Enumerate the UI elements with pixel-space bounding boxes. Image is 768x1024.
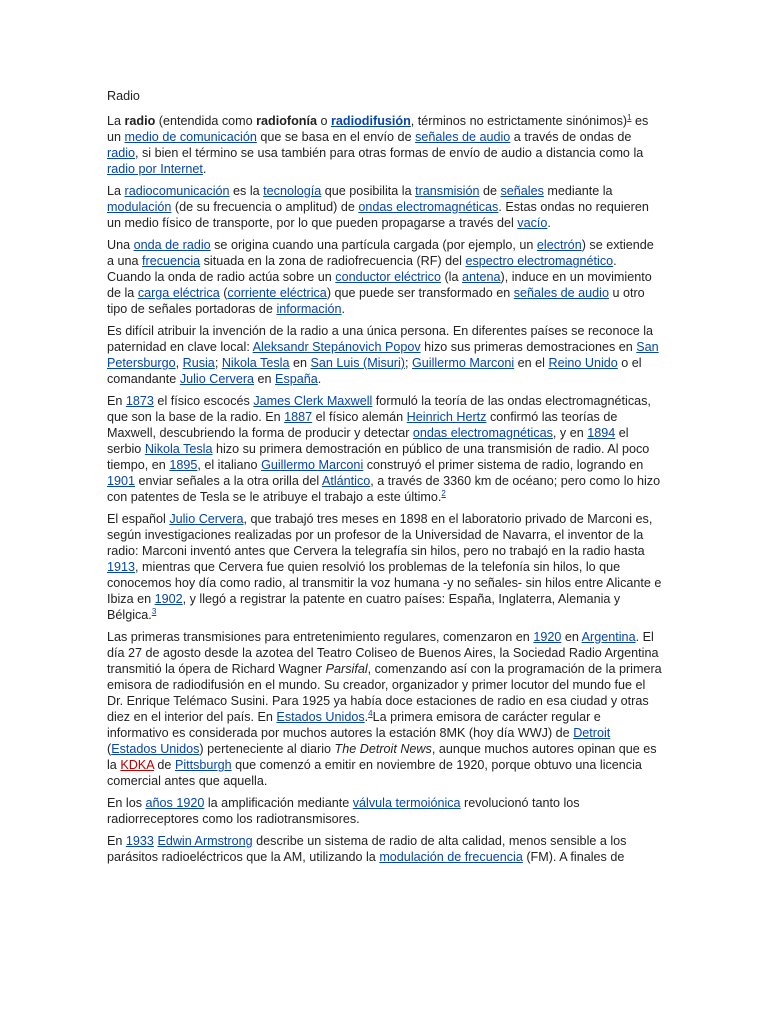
article-link[interactable]: radio: [107, 146, 136, 160]
article-link[interactable]: frecuencia: [142, 254, 201, 268]
text-run: .: [202, 162, 207, 176]
text-run: , si bien el término se usa también para otras formas de envío de audio a distancia como la: [135, 146, 644, 160]
article-link[interactable]: ondas electromagnéticas: [412, 426, 553, 440]
paragraph: [107, 629, 663, 789]
footnote-link[interactable]: 3: [151, 606, 157, 616]
text-run: . Cuando la onda de radio actúa sobre un: [107, 254, 617, 284]
article-link[interactable]: 1901: [107, 474, 136, 488]
text-run: en: [254, 372, 276, 386]
article-title: Radio: [107, 89, 140, 103]
article-link[interactable]: James Clerk Maxwell: [253, 394, 373, 408]
text-run: situada en la zona de radiofrecuencia (RF) del: [200, 254, 466, 268]
text-run: (la: [440, 270, 462, 284]
article-link[interactable]: transmisión: [415, 184, 480, 198]
text-run: , comenzando así con la programación de la primera emisora de radiodifusión en el mundo. Su creador, organizador y primer locutor del mundo fue el Dr. Enrique Telémaco Susini. Para 1925 ya había doce estaciones de radio en esa ciudad y otras diez en el interior del país. En: [107, 662, 662, 724]
text-run: La primera emisora de carácter regular e informativo es considerada por muchos autores la estación 8MK (hoy día WWJ) de: [107, 710, 601, 740]
text-run: La: [107, 114, 125, 128]
article-link[interactable]: Edwin Armstrong: [157, 834, 253, 848]
text-run: En: [107, 834, 126, 848]
text-run: ;: [404, 356, 412, 370]
text-run: Las primeras transmisiones para entretenimiento regulares, comenzaron en: [107, 630, 534, 644]
article-link[interactable]: 1913: [107, 560, 136, 574]
article-link[interactable]: onda de radio: [133, 238, 211, 252]
article-link[interactable]: San Petersburgo: [107, 340, 659, 370]
text-run: En los: [107, 796, 146, 810]
text-run: El español: [107, 512, 170, 526]
article-link[interactable]: tecnología: [263, 184, 322, 198]
text-run: (de su frecuencia o amplitud) de: [171, 200, 359, 214]
text-run: revolucionó tanto los radiorreceptores como los radiotransmisores.: [107, 796, 580, 826]
article-link[interactable]: señales de audio: [513, 286, 609, 300]
text-run: . El día 27 de agosto desde la azotea del Teatro Coliseo de Buenos Aires, la Sociedad Radio Argentina transmitió la ópera de Richard Wagner: [107, 630, 659, 676]
article-link[interactable]: 1873: [125, 394, 154, 408]
text-run: la amplificación mediante: [204, 796, 353, 810]
article-link[interactable]: modulación: [107, 200, 172, 214]
text-run: , y en: [552, 426, 588, 440]
text-run: enviar señales a la otra orilla del: [135, 474, 322, 488]
article-link[interactable]: Atlántico: [321, 474, 371, 488]
text-run: a través de ondas de: [510, 130, 632, 144]
text-run: formuló la teoría de las ondas electromagnéticas, que son la base de la radio. En: [107, 394, 651, 424]
article-link[interactable]: Argentina: [581, 630, 636, 644]
article-link[interactable]: modulación de frecuencia: [379, 850, 523, 864]
text-run: ) que puede ser transformado en: [326, 286, 514, 300]
text-run: se origina cuando una partícula cargada (por ejemplo, un: [210, 238, 537, 252]
text-run: que posibilita la: [321, 184, 416, 198]
bold-term: radiofonía: [256, 114, 317, 128]
article-link[interactable]: San Luis (Misuri): [310, 356, 405, 370]
text-run: es un: [107, 114, 649, 144]
article-link[interactable]: Estados Unidos: [276, 710, 365, 724]
paragraph: [107, 237, 663, 317]
text-run: en el: [514, 356, 549, 370]
footnote-marker: [152, 607, 156, 616]
paragraph: [107, 323, 663, 387]
text-run: hizo sus primeras demostraciones en: [420, 340, 637, 354]
article-link[interactable]: Nikola Tesla: [221, 356, 290, 370]
article-link[interactable]: información: [276, 302, 342, 316]
article-link[interactable]: Guillermo Marconi: [411, 356, 515, 370]
text-run: en: [561, 630, 582, 644]
italic-title: The Detroit News: [334, 742, 432, 756]
text-run: confirmó las teorías de Maxwell, descubriendo la forma de producir y detectar: [107, 410, 618, 440]
article-link[interactable]: radio por Internet: [107, 162, 203, 176]
article-link[interactable]: válvula termoiónica: [352, 796, 461, 810]
text-run: .: [341, 302, 346, 316]
article-link[interactable]: antena: [461, 270, 501, 284]
article-link[interactable]: Guillermo Marconi: [261, 458, 364, 472]
article-link[interactable]: Julio Cervera: [179, 372, 255, 386]
article-link[interactable]: Aleksandr Stepánovich Popov: [252, 340, 421, 354]
text-run: .: [317, 372, 322, 386]
text-run: en: [289, 356, 311, 370]
text-run: ) perteneciente al diario: [199, 742, 335, 756]
text-run: el físico alemán: [312, 410, 407, 424]
article-link[interactable]: 1902: [154, 592, 183, 606]
text-run: , y llegó a registrar la patente en cuatro países: España, Inglaterra, Alemania y Bélgica.: [107, 592, 621, 622]
text-run: es la: [229, 184, 264, 198]
article-link[interactable]: ondas electromagnéticas: [358, 200, 499, 214]
text-run: , el italiano: [197, 458, 262, 472]
article-link[interactable]: electrón: [536, 238, 582, 252]
text-run: (: [107, 742, 112, 756]
text-run: que se basa en el envío de: [256, 130, 416, 144]
article-link[interactable]: Julio Cervera: [169, 512, 244, 526]
footnote-link[interactable]: 4: [368, 708, 373, 718]
text-run: .: [364, 710, 369, 724]
article-link[interactable]: conductor eléctrico: [335, 270, 441, 284]
article-link[interactable]: carga eléctrica: [137, 286, 220, 300]
article-link[interactable]: Detroit: [573, 726, 611, 740]
article-link[interactable]: 1933: [125, 834, 154, 848]
paragraph: [107, 795, 663, 827]
article-link[interactable]: señales: [500, 184, 544, 198]
text-run: .: [547, 216, 551, 230]
article-link[interactable]: 1895: [169, 458, 198, 472]
text-run: , mientras que Cervera fue quien resolvió los problemas de la telefonía sin hilos, lo que conocemos hoy día como radio, al transmitir la voz humana -y no señales- sin hilos entre Alicante e Ibiza en: [107, 560, 662, 606]
article-link[interactable]: Heinrich Hertz: [406, 410, 487, 424]
article-link[interactable]: espectro electromagnético: [465, 254, 614, 268]
text-run: ,: [175, 356, 183, 370]
text-run: , aunque muchos autores opinan que es la: [107, 742, 657, 772]
article-link[interactable]: medio de comunicación: [124, 130, 257, 144]
text-run: , términos no estrictamente sinónimos): [410, 114, 628, 128]
text-run: describe un sistema de radio de alta calidad, menos sensible a los parásitos radioeléctricos que la AM, utilizando la: [107, 834, 627, 864]
text-run: el físico escocés: [153, 394, 254, 408]
article: [107, 88, 663, 871]
article-link[interactable]: 1894: [587, 426, 616, 440]
paragraph: [107, 183, 663, 231]
article-link[interactable]: España: [275, 372, 318, 386]
text-run: , que trabajó tres meses en 1898 en el laboratorio privado de Marconi es, según investigaciones realizadas por un profesor de la Universidad de Navarra, el inventor de la radio: Marconi inventó antes que Cervera la telegrafía sin hilos, pero no trabajó en la radio hasta: [107, 512, 653, 558]
italic-title: Parsifal: [325, 662, 368, 676]
text-run: mediante la: [543, 184, 613, 198]
text-run: de: [153, 758, 175, 772]
article-link[interactable]: KDKA: [120, 758, 154, 772]
article-link[interactable]: 1920: [533, 630, 562, 644]
text-run: ) se extiende a una: [107, 238, 654, 268]
text-run: . Estas ondas no requieren un medio físico de transporte, por lo que pueden propagarse a través del: [107, 200, 649, 230]
paragraph: [107, 833, 663, 865]
text-run: que comenzó a emitir en noviembre de 1920, porque obtuvo una licencia comercial antes que aquella.: [107, 758, 642, 788]
article-body: [107, 113, 663, 865]
text-run: hizo su primera demostración en público de una transmisión de radio. Al poco tiempo, en: [107, 442, 650, 472]
text-run: u otro tipo de señales portadoras de: [107, 286, 645, 316]
article-link[interactable]: Rusia: [182, 356, 215, 370]
text-run: o el comandante: [107, 356, 642, 386]
text-run: ;: [214, 356, 222, 370]
text-run: (: [219, 286, 228, 300]
footnote-marker: [441, 489, 445, 498]
text-run: ), induce en un movimiento de la: [107, 270, 652, 300]
article-link[interactable]: Reino Unido: [548, 356, 618, 370]
article-link[interactable]: señales de audio: [415, 130, 511, 144]
paragraph: [107, 511, 663, 623]
text-run: , a través de 3360 km de océano; pero como lo hizo con patentes de Tesla se le atribuye el trabajo a este último.: [107, 474, 661, 504]
article-link[interactable]: años 1920: [145, 796, 205, 810]
text-run: construyó el primer sistema de radio, logrando en: [363, 458, 644, 472]
article-link[interactable]: Pittsburgh: [174, 758, 232, 772]
text-run: de: [479, 184, 501, 198]
text-run: el serbio: [107, 426, 629, 456]
text-run: En: [107, 394, 126, 408]
article-link[interactable]: corriente eléctrica: [227, 286, 327, 300]
footnote-link[interactable]: 1: [627, 112, 632, 122]
text-run: (entendida como: [155, 114, 257, 128]
article-link[interactable]: Estados Unidos: [111, 742, 200, 756]
paragraph: [107, 393, 663, 505]
text-run: Es difícil atribuir la invención de la radio a una única persona. En diferentes países se reconoce la paternidad en clave local:: [107, 324, 654, 354]
text-run: (FM). A finales de: [522, 850, 625, 864]
article-link[interactable]: radiocomunicación: [124, 184, 230, 198]
text-run: Una: [107, 238, 134, 252]
article-link[interactable]: 1887: [284, 410, 313, 424]
article-link[interactable]: radiodifusión: [331, 114, 411, 128]
text-run: La: [107, 184, 125, 198]
footnote-link[interactable]: 2: [441, 488, 446, 498]
paragraph: [107, 113, 663, 177]
bold-term: radio: [124, 114, 156, 128]
text-run: o: [317, 114, 332, 128]
article-link[interactable]: vacío: [517, 216, 548, 230]
article-link[interactable]: Nikola Tesla: [144, 442, 213, 456]
